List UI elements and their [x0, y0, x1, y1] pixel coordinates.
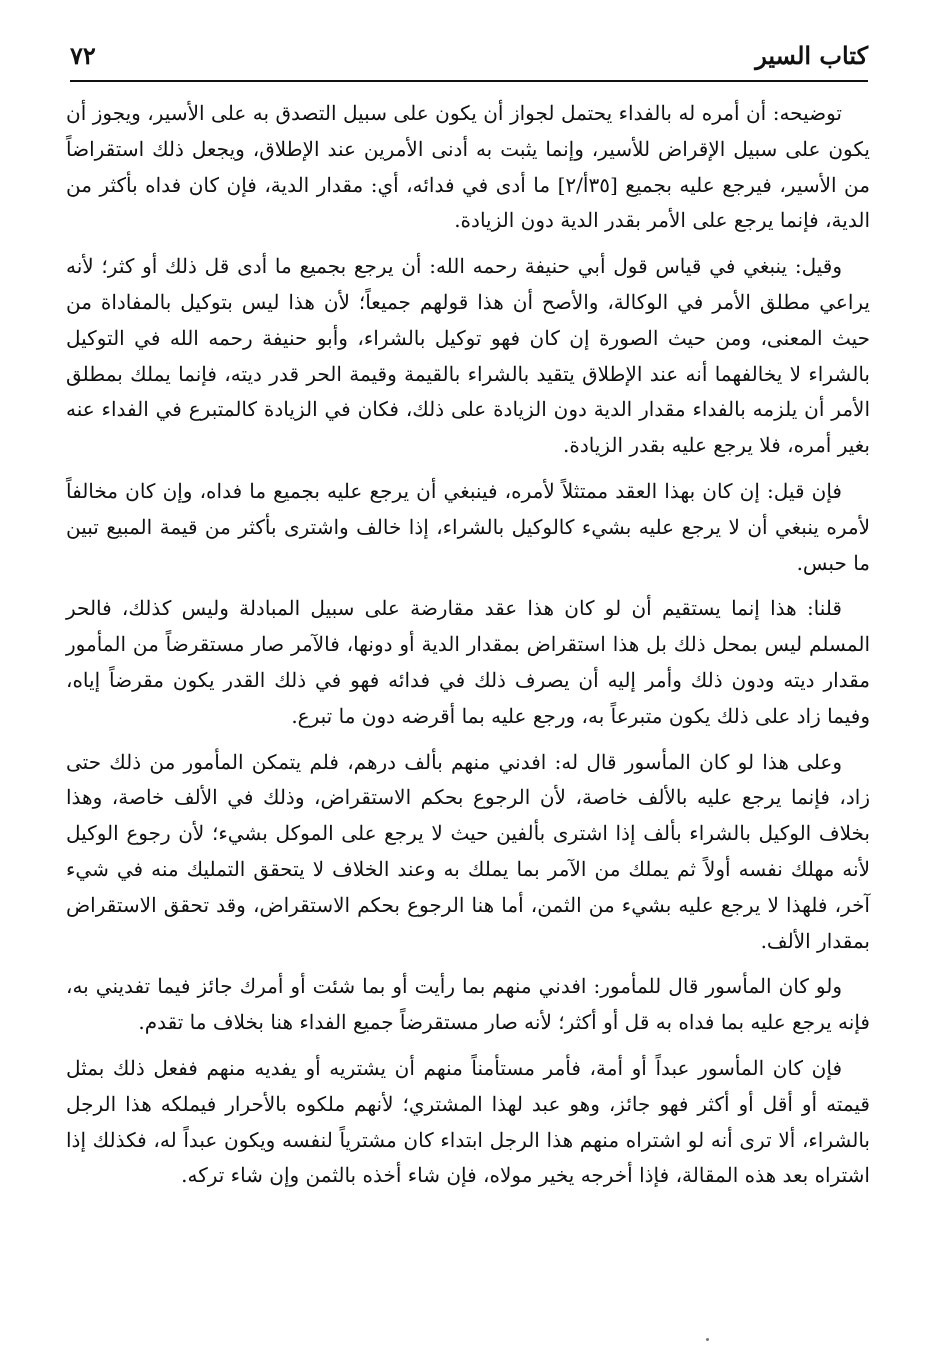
paragraph: ولو كان المأسور قال للمأمور: افدني منهم بما رأيت أو بما شئت أو أمرك جائز فيما تفديني به، فإنه يرجع عليه بما فداه به قل أو أكثر؛ لأنه صار مستقرضاً جميع الفداء هنا بخلاف ما تقدم. [66, 974, 870, 1035]
header-rule [70, 80, 868, 82]
paragraph: فإن كان المأسور عبداً أو أمة، فأمر مستأمناً منهم أن يشتريه أو يفديه منهم ففعل ذلك بمثل قيمته أو أقل أو أكثر فهو جائز، وهو عبد لهذا المشتري؛ لأنهم ملكوه بالأحرار فيملكه هذا الرجل بالشراء، ألا ترى أنه لو اشتراه منهم هذا الرجل ابتداء كان مشترياً لنفسه ويكون عبداً له، فكذلك إذا اشتراه بعد هذه المقالة، فإذا أخرجه يخير مولاه، فإن شاء أخذه بالثمن وإن شاء تركه. [66, 1055, 870, 1188]
running-header [70, 36, 868, 76]
page-number: ٧٢ [70, 41, 96, 70]
paragraph: قلنا: هذا إنما يستقيم أن لو كان هذا عقد مقارضة على سبيل المبادلة وليس كذلك، فالحر المسلم ليس بمحل ذلك بل هذا استقراض بمقدار الدية أو دونها، فالآمر صار مستقرضاً من المأمور مقدار ديته ودون ذلك وأمر إليه أن يصرف ذلك في فدائه فهو في ذلك القدر يكون مقرضاً إياه، وفيما زاد على ذلك يكون متبرعاً به، ورجع عليه بما أقرضه دون ما تبرع. [66, 596, 870, 728]
body-text [66, 96, 870, 1204]
paragraph: توضيحه: أن أمره له بالفداء يحتمل لجواز أن يكون على سبيل التصدق به على الأسير، ويجوز أن يكون على سبيل الإقراض للأسير، وإنما يثبت به أدنى الأمرين عند الإطلاق، ويجعل ذلك استقراضاً من الأسير، فيرجع عليه بجميع [٣٥أ/٢] ما أدى في فدائه، أي: مقدار الدية، فإن كان فداه بأكثر من الدية، فإنما يرجع على الأمر بقدر الدية دون الزيادة. [66, 101, 870, 233]
paragraph: وعلى هذا لو كان المأسور قال له: افدني منهم بألف درهم، فلم يتمكن المأمور من ذلك حتى زاد، فإنما يرجع عليه بالألف خاصة، لأن الرجوع بحكم الاستقراض، وذلك في الألف خاصة، وهذا بخلاف الوكيل بالشراء بألف إذا اشترى بألفين حيث لا يرجع على الموكل بشيء؛ لأن رجوع الوكيل لأنه مهلك نفسه أولاً ثم يملك من الآمر بما يملك به وعند الخلاف لا يتحقق التمليك منه في شيء آخر، فلهذا لا يرجع عليه بشيء من الثمن، أما هنا الرجوع بحكم الاستقراض، وقد تحقق الاستقراض بمقدار الألف. [66, 749, 870, 953]
paragraph: فإن قيل: إن كان بهذا العقد ممتثلاً لأمره، فينبغي أن يرجع عليه بجميع ما فداه، وإن كان مخالفاً لأمره ينبغي أن لا يرجع عليه بشيء كالوكيل بالشراء، إذا خالف واشترى بأكثر من قيمة المبيع تبين ما حبس. [66, 478, 870, 575]
scan-speck [706, 1338, 709, 1341]
book-title: كتاب السير [755, 41, 868, 70]
paragraph: وقيل: ينبغي في قياس قول أبي حنيفة رحمه الله: أن يرجع بجميع ما أدى قل ذلك أو كثر؛ لأنه يراعي مطلق الأمر في الوكالة، والأصح أن هذا قولهم جميعاً؛ لأن هذا ليس بتوكيل بالمفاداة من حيث المعنى، ومن حيث الصورة إن كان فهو توكيل بالشراء، وأبو حنيفة رحمه الله في التوكيل بالشراء لا يخالفهما أنه عند الإطلاق يتقيد بالشراء بالقيمة وقيمة الحر قدر ديته، فإنما يملك بمطلق الأمر أن يلزمه بالفداء مقدار الدية دون الزيادة على ذلك، فكان في الزيادة كالمتبرع في الفداء عنه بغير أمره، فلا يرجع عليه بقدر الزيادة. [66, 254, 870, 458]
